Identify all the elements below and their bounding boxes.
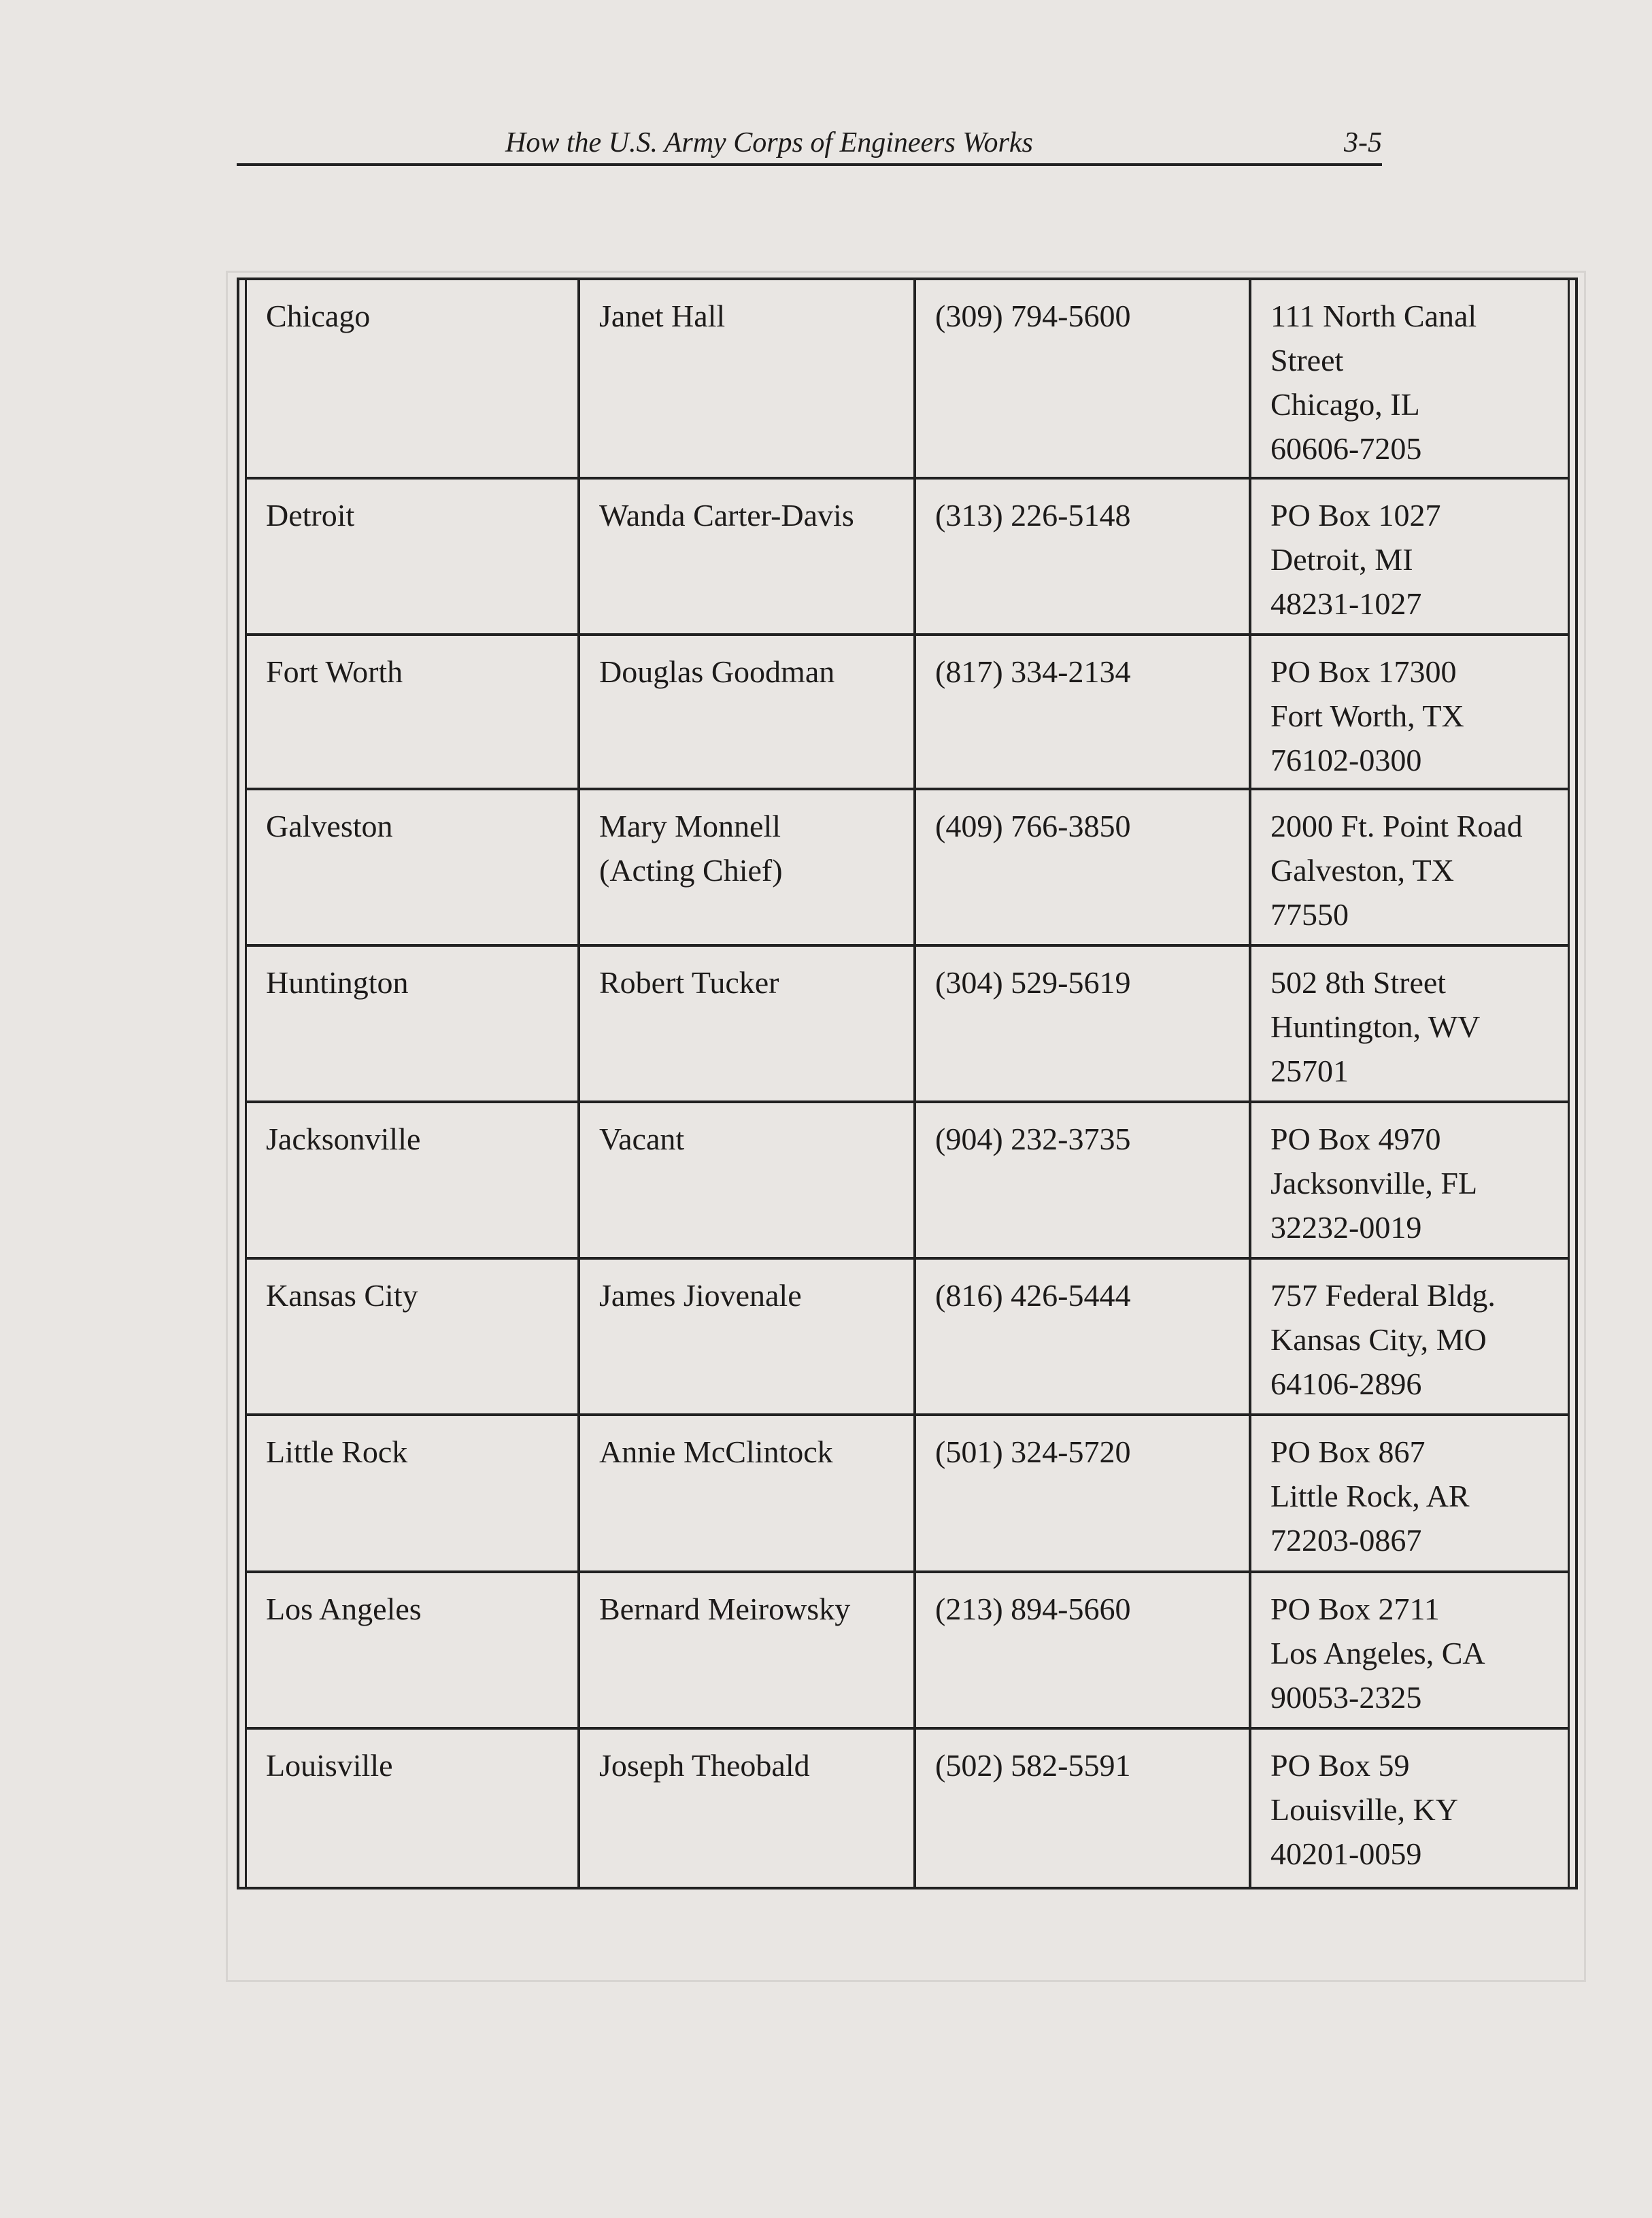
chief-cell: Wanda Carter-Davis — [579, 478, 915, 635]
address-cell: 111 North Canal Street Chicago, IL 60606-7205 — [1250, 280, 1568, 478]
phone-cell: (904) 232-3735 — [915, 1102, 1250, 1258]
header-title: How the U.S. Army Corps of Engineers Works — [505, 127, 1033, 158]
district-cell: Huntington — [247, 945, 579, 1102]
address-cell: PO Box 17300 Fort Worth, TX 76102-0300 — [1250, 635, 1568, 789]
district-table — [247, 280, 1568, 1887]
phone-cell: (313) 226-5148 — [915, 478, 1250, 635]
table-row — [247, 1415, 1568, 1572]
address-cell: PO Box 867 Little Rock, AR 72203-0867 — [1250, 1415, 1568, 1572]
phone-cell: (817) 334-2134 — [915, 635, 1250, 789]
address-cell: 757 Federal Bldg. Kansas City, MO 64106-2896 — [1250, 1258, 1568, 1415]
district-cell: Kansas City — [247, 1258, 579, 1415]
running-header — [237, 122, 1382, 166]
phone-cell: (309) 794-5600 — [915, 280, 1250, 478]
address-cell: PO Box 1027 Detroit, MI 48231-1027 — [1250, 478, 1568, 635]
table-row — [247, 635, 1568, 789]
table-row — [247, 1258, 1568, 1415]
district-table-frame — [237, 278, 1578, 1889]
address-cell: PO Box 4970 Jacksonville, FL 32232-0019 — [1250, 1102, 1568, 1258]
address-cell: 2000 Ft. Point Road Galveston, TX 77550 — [1250, 789, 1568, 945]
district-cell: Fort Worth — [247, 635, 579, 789]
table-row — [247, 1728, 1568, 1887]
phone-cell: (816) 426-5444 — [915, 1258, 1250, 1415]
address-cell: PO Box 59 Louisville, KY 40201-0059 — [1250, 1728, 1568, 1887]
address-cell: PO Box 2711 Los Angeles, CA 90053-2325 — [1250, 1572, 1568, 1728]
page-number: 3-5 — [1344, 127, 1382, 158]
chief-cell: Janet Hall — [579, 280, 915, 478]
table-row — [247, 478, 1568, 635]
district-cell: Detroit — [247, 478, 579, 635]
phone-cell: (501) 324-5720 — [915, 1415, 1250, 1572]
chief-cell: Annie McClintock — [579, 1415, 915, 1572]
address-cell: 502 8th Street Huntington, WV 25701 — [1250, 945, 1568, 1102]
chief-cell: Douglas Goodman — [579, 635, 915, 789]
district-cell: Los Angeles — [247, 1572, 579, 1728]
district-cell: Chicago — [266, 299, 371, 333]
chief-cell: James Jiovenale — [579, 1258, 915, 1415]
district-cell: Louisville — [247, 1728, 579, 1887]
table-row — [247, 789, 1568, 945]
chief-cell: Robert Tucker — [579, 945, 915, 1102]
table-row — [247, 1102, 1568, 1258]
phone-cell: (409) 766-3850 — [915, 789, 1250, 945]
chief-cell: Bernard Meirowsky — [579, 1572, 915, 1728]
phone-cell: (502) 582-5591 — [915, 1728, 1250, 1887]
chief-cell: Joseph Theobald — [579, 1728, 915, 1887]
table-row — [247, 945, 1568, 1102]
table-row — [247, 280, 1568, 478]
chief-cell: Mary Monnell (Acting Chief) — [579, 789, 915, 945]
table-row — [247, 1572, 1568, 1728]
chief-cell: Vacant — [579, 1102, 915, 1258]
phone-cell: (304) 529-5619 — [915, 945, 1250, 1102]
district-cell: Little Rock — [247, 1415, 579, 1572]
phone-cell: (213) 894-5660 — [915, 1572, 1250, 1728]
district-cell: Galveston — [247, 789, 579, 945]
district-cell: Jacksonville — [247, 1102, 579, 1258]
